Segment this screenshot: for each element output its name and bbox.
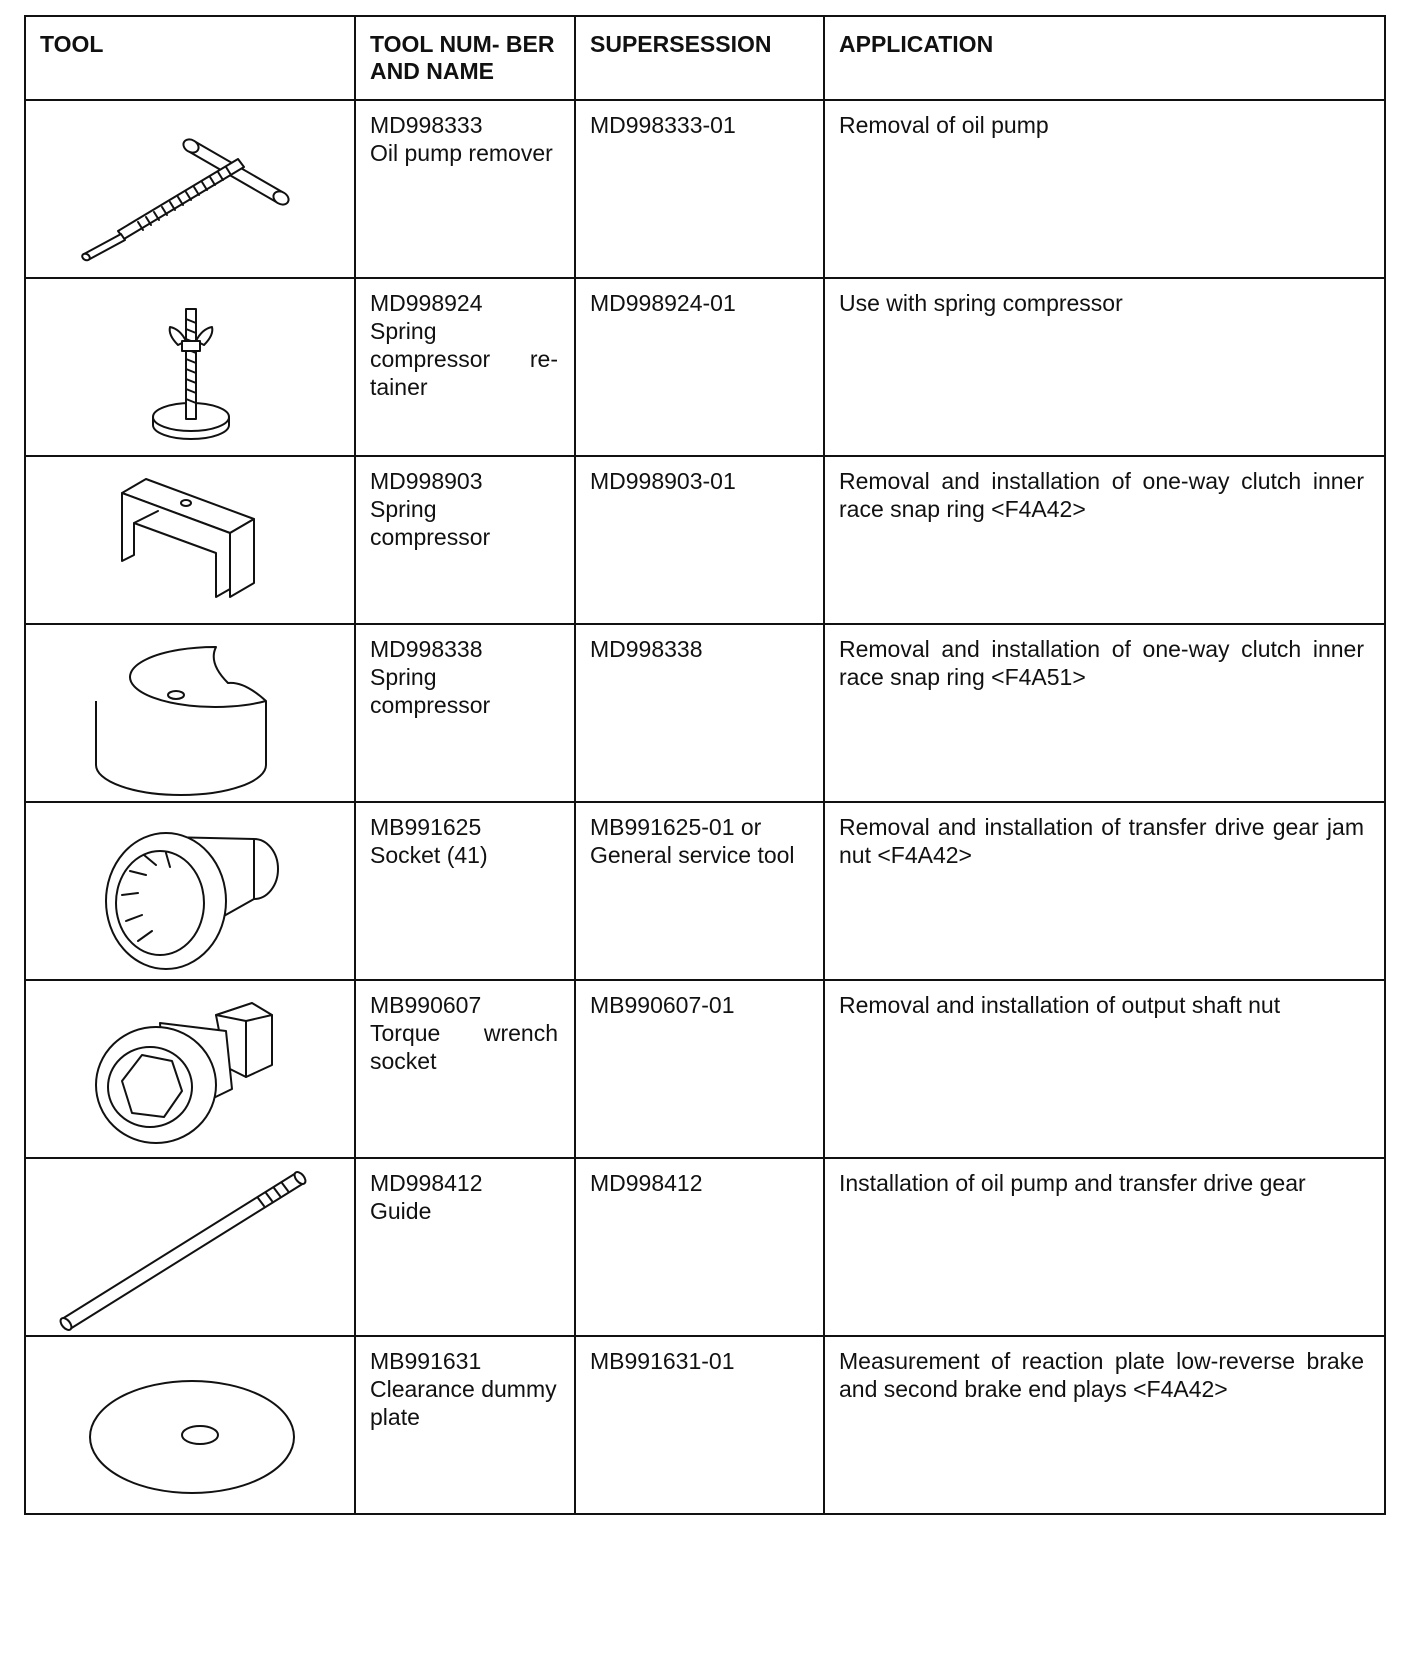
tool-name: Guide xyxy=(370,1198,432,1224)
table-header-row xyxy=(25,16,1385,100)
supersession-cell: MB991625-01 or General service tool xyxy=(575,802,824,980)
table-row xyxy=(25,278,1385,456)
tool-image-cell xyxy=(25,1158,355,1336)
tool-name: Torque wrench socket xyxy=(370,1020,558,1074)
application-cell: Use with spring compressor xyxy=(824,278,1385,456)
table-row xyxy=(25,980,1385,1158)
tool-number: MB991631 xyxy=(370,1348,482,1374)
application-cell: Removal and installation of one-way clutch inner race snap ring <F4A42> xyxy=(824,456,1385,624)
supersession-cell: MD998903-01 xyxy=(575,456,824,624)
header-application: APPLICATION xyxy=(824,16,1385,100)
tool-image-cell xyxy=(25,624,355,802)
application-cell: Removal and installation of one-way clutch inner race snap ring <F4A51> xyxy=(824,624,1385,802)
table-row xyxy=(25,624,1385,802)
table-row xyxy=(25,100,1385,278)
oil-pump-remover-icon xyxy=(26,101,354,277)
application-cell: Removal and installation of output shaft nut xyxy=(824,980,1385,1158)
torque-wrench-socket-icon xyxy=(26,981,354,1157)
tool-name: Spring compressor re- tainer xyxy=(370,318,558,400)
tool-image-cell xyxy=(25,278,355,456)
tool-number-name-cell xyxy=(355,456,575,624)
supersession-cell: MD998338 xyxy=(575,624,824,802)
application-cell: Removal and installation of transfer drive gear jam nut <F4A42> xyxy=(824,802,1385,980)
table-row xyxy=(25,1158,1385,1336)
spring-compressor-disc-icon xyxy=(26,625,354,801)
application-cell: Measurement of reaction plate low-reverse brake and second brake end plays <F4A42> xyxy=(824,1336,1385,1514)
tool-image-cell xyxy=(25,100,355,278)
special-tools-table xyxy=(24,15,1386,1515)
tool-number-name-cell xyxy=(355,1336,575,1514)
tool-image-cell xyxy=(25,1336,355,1514)
tool-number: MD998903 xyxy=(370,468,483,494)
tool-number-name-cell xyxy=(355,802,575,980)
tool-number: MD998333 xyxy=(370,112,483,138)
supersession-cell: MD998333-01 xyxy=(575,100,824,278)
tool-name: Spring compressor xyxy=(370,664,491,718)
tool-image-cell xyxy=(25,980,355,1158)
tool-name: Spring compressor xyxy=(370,496,491,550)
tool-name: Socket (41) xyxy=(370,842,488,868)
tool-name: Oil pump remover xyxy=(370,140,553,166)
clearance-dummy-plate-icon xyxy=(26,1337,354,1513)
table-row xyxy=(25,1336,1385,1514)
tool-number-name-cell xyxy=(355,980,575,1158)
tool-number-name-cell xyxy=(355,278,575,456)
header-supersession: SUPERSESSION xyxy=(575,16,824,100)
supersession-cell: MB991631-01 xyxy=(575,1336,824,1514)
socket-icon xyxy=(26,803,354,979)
tool-number: MD998338 xyxy=(370,636,483,662)
supersession-cell: MD998924-01 xyxy=(575,278,824,456)
spring-compressor-retainer-icon xyxy=(26,279,354,455)
header-tool: TOOL xyxy=(25,16,355,100)
tool-number-name-cell xyxy=(355,1158,575,1336)
supersession-cell: MB990607-01 xyxy=(575,980,824,1158)
tool-number: MB991625 xyxy=(370,814,482,840)
table-row xyxy=(25,456,1385,624)
tool-image-cell xyxy=(25,456,355,624)
table-row xyxy=(25,802,1385,980)
application-cell: Removal of oil pump xyxy=(824,100,1385,278)
supersession-cell: MD998412 xyxy=(575,1158,824,1336)
application-cell: Installation of oil pump and transfer drive gear xyxy=(824,1158,1385,1336)
tool-number-name-cell xyxy=(355,100,575,278)
tool-name: Clearance dummy plate xyxy=(370,1376,557,1430)
spring-compressor-bracket-icon xyxy=(26,457,354,623)
header-tool-number-and-name: TOOL NUM- BER AND NAME xyxy=(355,16,575,100)
tool-number: MD998412 xyxy=(370,1170,483,1196)
tool-number-name-cell xyxy=(355,624,575,802)
tool-image-cell xyxy=(25,802,355,980)
tool-number: MD998924 xyxy=(370,290,483,316)
tool-number: MB990607 xyxy=(370,992,482,1018)
guide-rod-icon xyxy=(26,1159,354,1335)
